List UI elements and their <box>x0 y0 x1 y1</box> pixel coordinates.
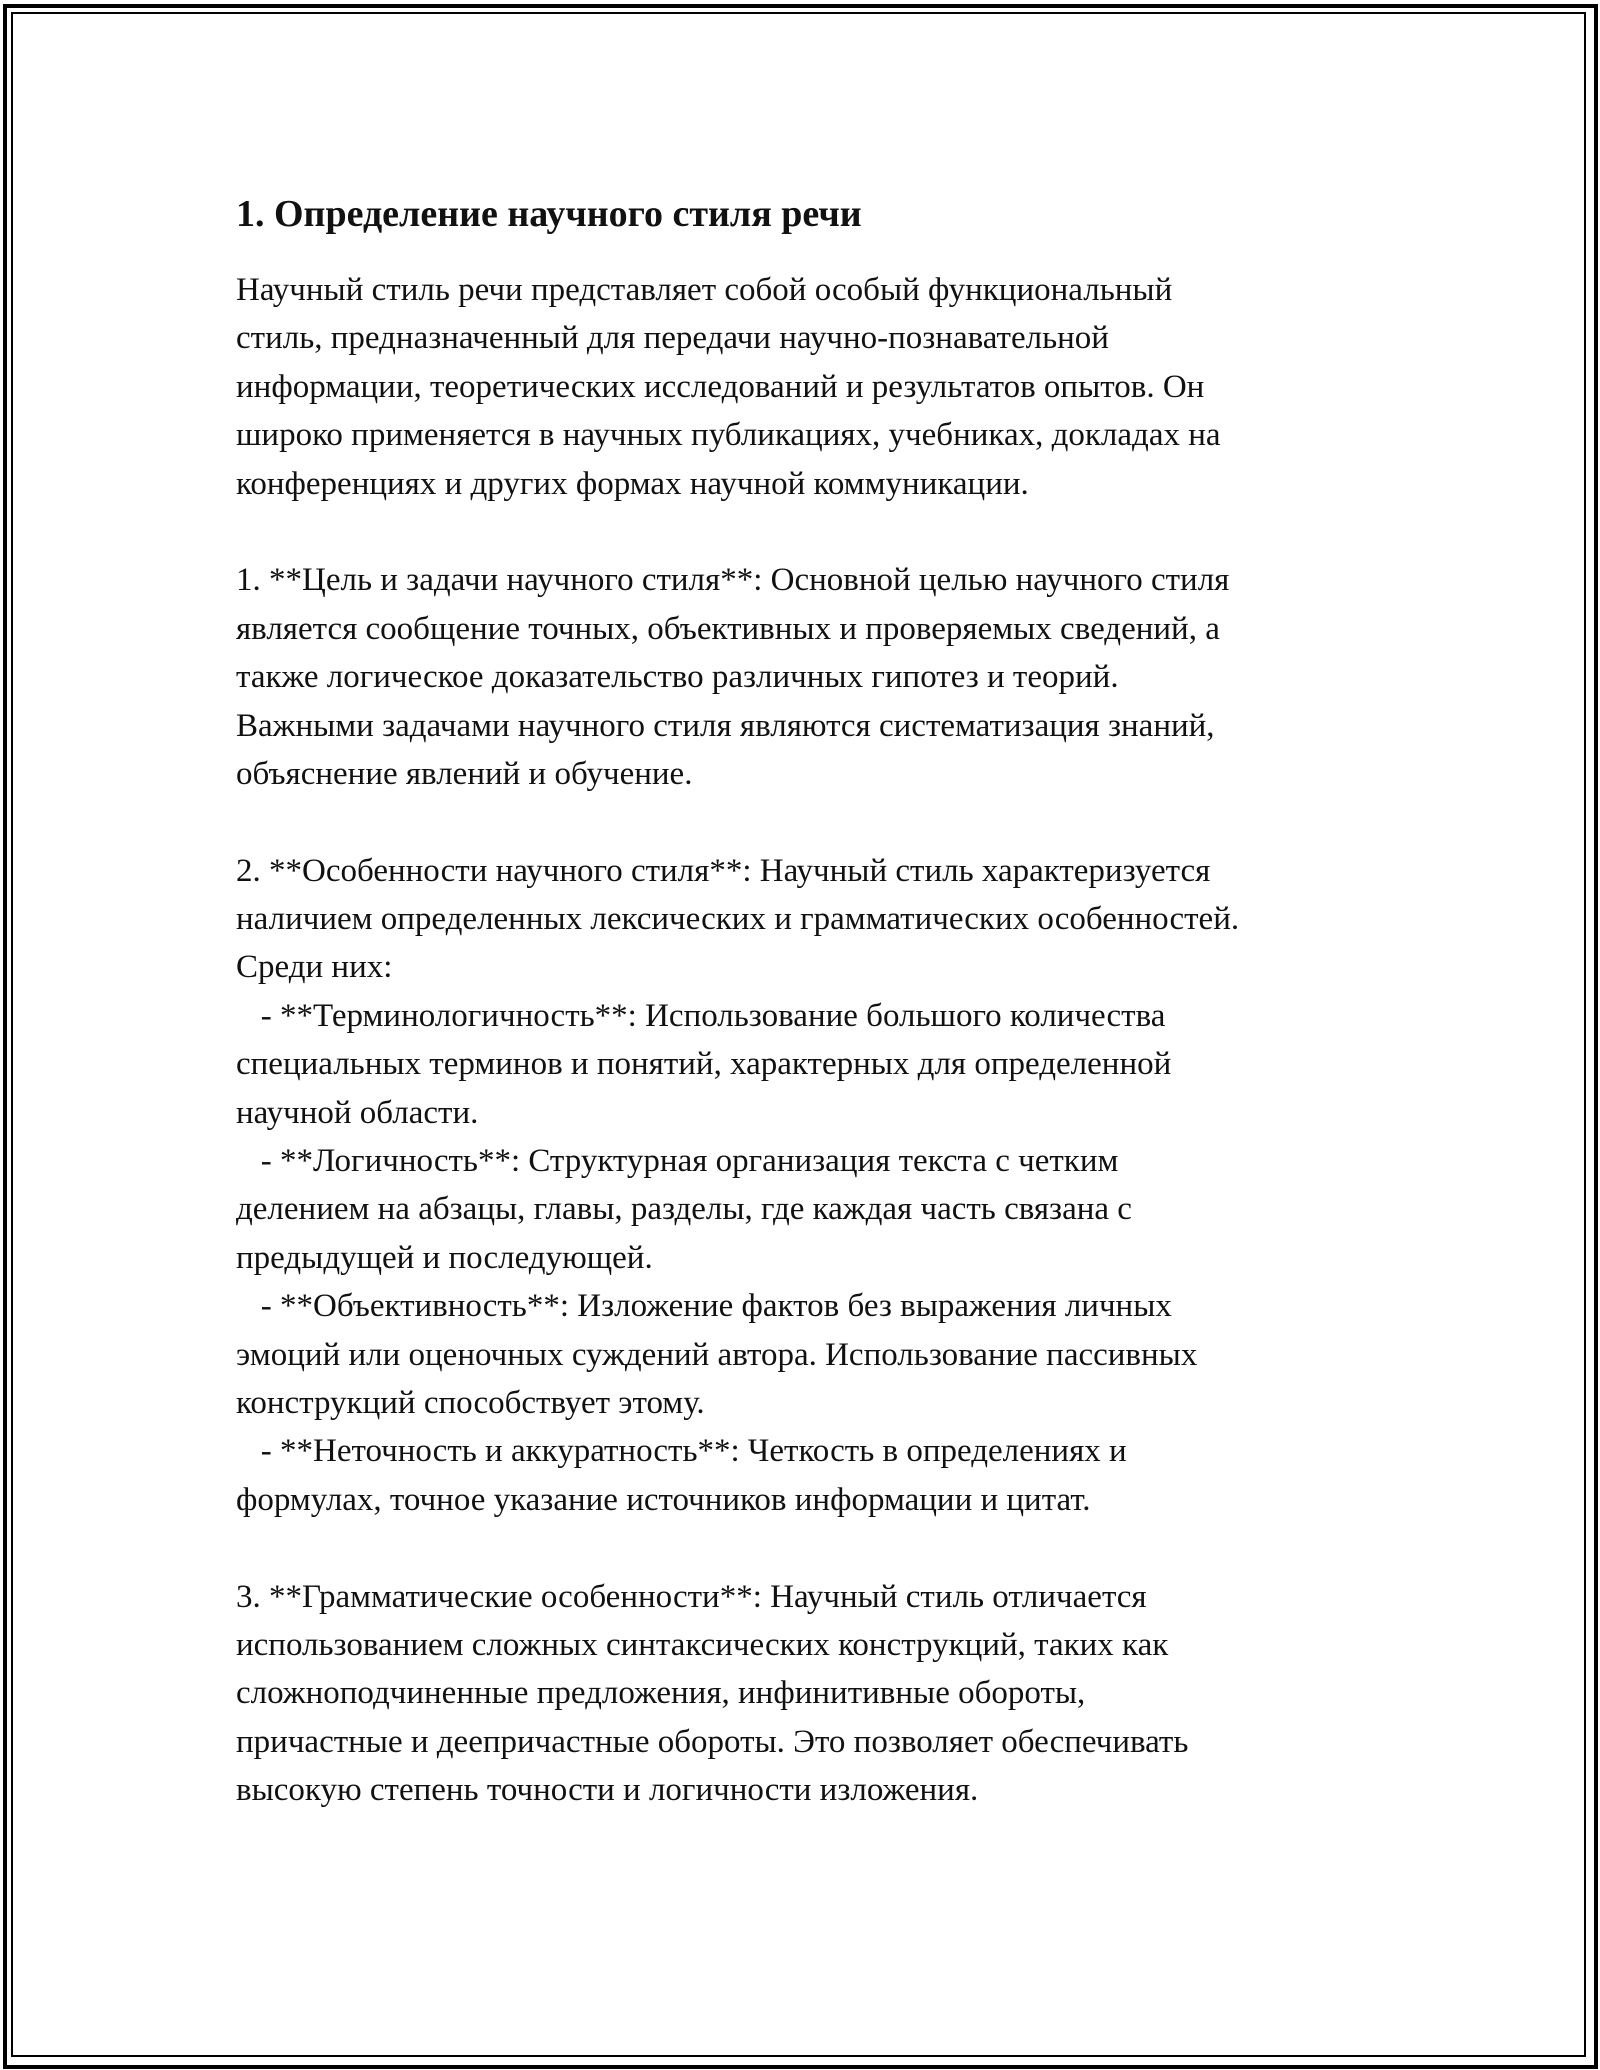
text-line: конструкций способствует этому. <box>236 1384 705 1421</box>
text-line: Среди них: <box>236 949 393 986</box>
text-line: конференциях и других формах научной коммуникации. <box>236 465 1029 502</box>
text-line: стиль, предназначенный для передачи научно-познавательной <box>236 320 1109 357</box>
text-line: сложноподчиненные предложения, инфинитивные обороты, <box>236 1675 1086 1712</box>
text-line: информации, теоретических исследований и результатов опытов. Он <box>236 368 1205 405</box>
list-item-line: - **Объективность**: Изложение фактов без выражения личных <box>236 1288 1172 1325</box>
paragraph-gap <box>236 508 1376 556</box>
paragraph-grammar <box>236 1573 1376 1815</box>
text-line: формулах, точное указание источников информации и цитат. <box>236 1481 1091 1518</box>
text-line: является сообщение точных, объективных и проверяемых сведений, а <box>236 610 1220 647</box>
paragraph-goals <box>236 556 1376 798</box>
text-line: высокую степень точности и логичности изложения. <box>236 1772 979 1809</box>
text-line: специальных терминов и понятий, характерных для определенной <box>236 1046 1172 1083</box>
text-line: эмоций или оценочных суждений автора. Использование пассивных <box>236 1336 1198 1373</box>
document-body <box>236 188 1376 1815</box>
text-line: Научный стиль речи представляет собой особый функциональный <box>236 272 1173 308</box>
text-line: причастные и деепричастные обороты. Это позволяет обеспечивать <box>236 1723 1189 1760</box>
text-line: наличием определенных лексических и грамматических особенностей. <box>236 901 1240 938</box>
text-line: Важными задачами научного стиля являются систематизация знаний, <box>236 707 1215 744</box>
paragraph-features <box>236 847 1376 1524</box>
text-line: 3. **Грамматические особенности**: Научный стиль отличается <box>236 1578 1147 1615</box>
text-line: научной области. <box>236 1094 479 1131</box>
paragraph-gap <box>236 1524 1376 1572</box>
section-heading: 1. Определение научного стиля речи <box>236 193 862 235</box>
text-line: также логическое доказательство различных гипотез и теорий. <box>236 659 1119 696</box>
text-line: широко применяется в научных публикациях, учебниках, докладах на <box>236 417 1221 454</box>
paragraph-intro <box>236 266 1376 508</box>
text-line: предыдущей и последующей. <box>236 1239 653 1276</box>
text-line: объяснение явлений и обучение. <box>236 755 693 792</box>
text-line: 1. **Цель и задачи научного стиля**: Основной целью научного стиля <box>236 562 1230 599</box>
text-line: использованием сложных синтаксических конструкций, таких как <box>236 1626 1169 1663</box>
list-item-line: - **Терминологичность**: Использование большого количества <box>236 997 1166 1034</box>
list-item-line: - **Логичность**: Структурная организация текста с четким <box>236 1143 1119 1180</box>
paragraph-gap <box>236 798 1376 846</box>
list-item-line: - **Неточность и аккуратность**: Четкость в определениях и <box>236 1433 1127 1470</box>
text-line: 2. **Особенности научного стиля**: Научный стиль характеризуется <box>236 852 1211 889</box>
text-line: делением на абзацы, главы, разделы, где каждая часть связана с <box>236 1191 1132 1228</box>
